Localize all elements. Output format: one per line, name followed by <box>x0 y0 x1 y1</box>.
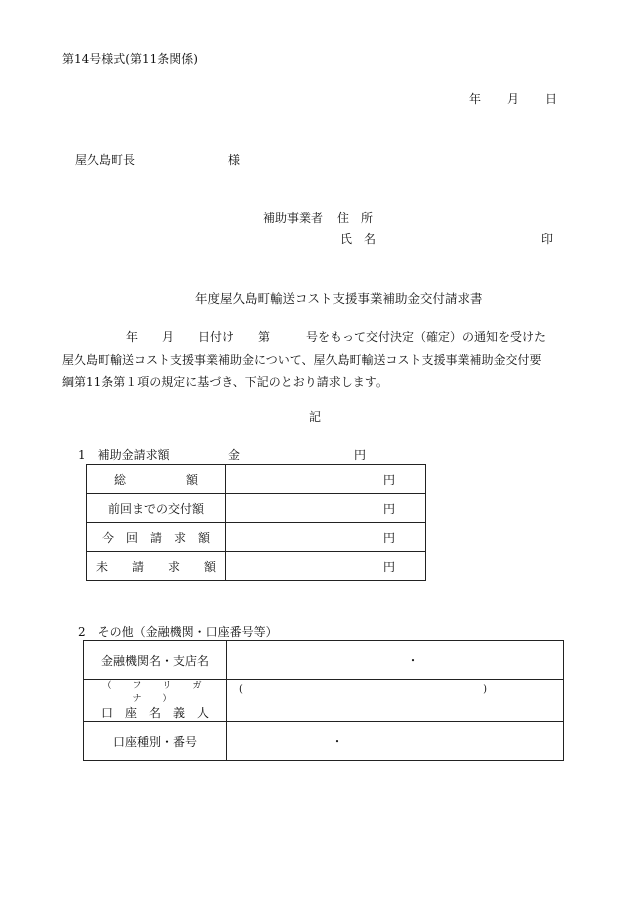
seal-mark: 印 <box>541 232 554 246</box>
amount-table <box>86 464 426 581</box>
date-line <box>469 90 583 107</box>
applicant-label: 補助事業者 <box>263 211 324 225</box>
date-day: 日 <box>545 92 558 106</box>
account-label: 口座種別・番号 <box>84 722 227 761</box>
bank-dot: ・ <box>407 653 420 668</box>
table-row <box>84 680 564 722</box>
form-number: 第14号様式(第11条関係) <box>62 52 198 66</box>
holder-label: 口 座 名 義 人 <box>100 706 209 720</box>
row-label-previous: 前回までの交付額 <box>87 494 226 523</box>
row-value-current[interactable]: 円 <box>226 523 426 552</box>
section2-heading: 2 その他（金融機関・口座番号等） <box>78 625 278 639</box>
holder-label-cell <box>84 680 227 722</box>
table-row <box>87 523 426 552</box>
name-label: 氏 名 <box>340 232 377 246</box>
ki-heading: 記 <box>309 410 322 424</box>
section1-title: 1 補助金請求額 <box>78 448 170 462</box>
amount-yen: 円 <box>354 448 367 462</box>
table-row <box>87 494 426 523</box>
table-row <box>84 641 564 680</box>
row-label-current: 今 回 請 求 額 <box>87 523 226 552</box>
document-title: 年度屋久島町輸送コスト支援事業補助金交付請求書 <box>195 291 483 306</box>
table-row <box>87 465 426 494</box>
row-value-previous[interactable]: 円 <box>226 494 426 523</box>
row-value-unclaimed[interactable]: 円 <box>226 552 426 581</box>
date-month: 月 <box>507 92 520 106</box>
bank-label: 金融機関名・支店名 <box>84 641 227 680</box>
body-line-2: 屋久島町輸送コスト支援事業補助金について、屋久島町輸送コスト支援事業補助金交付要 <box>62 352 542 367</box>
paren-open: ( <box>239 684 243 695</box>
body-paragraph <box>62 326 578 394</box>
furigana-label: （ フ リ ガ ナ ） <box>102 681 223 704</box>
address-label: 住 所 <box>337 211 374 225</box>
bank-value[interactable] <box>227 641 564 680</box>
row-label-total: 総 額 <box>87 465 226 494</box>
date-year: 年 <box>469 92 482 106</box>
table-row <box>84 722 564 761</box>
body-line-3: 綱第11条第１項の規定に基づき、下記のとおり請求します。 <box>62 375 388 389</box>
amount-kin: 金 <box>228 448 241 462</box>
section1-heading <box>78 446 367 463</box>
addressee-name: 屋久島町長 <box>75 153 136 167</box>
row-label-unclaimed: 未 請 求 額 <box>87 552 226 581</box>
addressee-honorific: 様 <box>228 153 241 167</box>
body-line-1: 年 月 日付け 第 号をもって交付決定（確定）の通知を受けた <box>126 330 547 344</box>
bank-table <box>83 640 564 761</box>
holder-value[interactable] <box>227 680 564 722</box>
row-value-total[interactable]: 円 <box>226 465 426 494</box>
account-value[interactable] <box>227 722 564 761</box>
table-row <box>87 552 426 581</box>
paren-close: ) <box>483 684 487 695</box>
account-dot: ・ <box>331 734 344 749</box>
